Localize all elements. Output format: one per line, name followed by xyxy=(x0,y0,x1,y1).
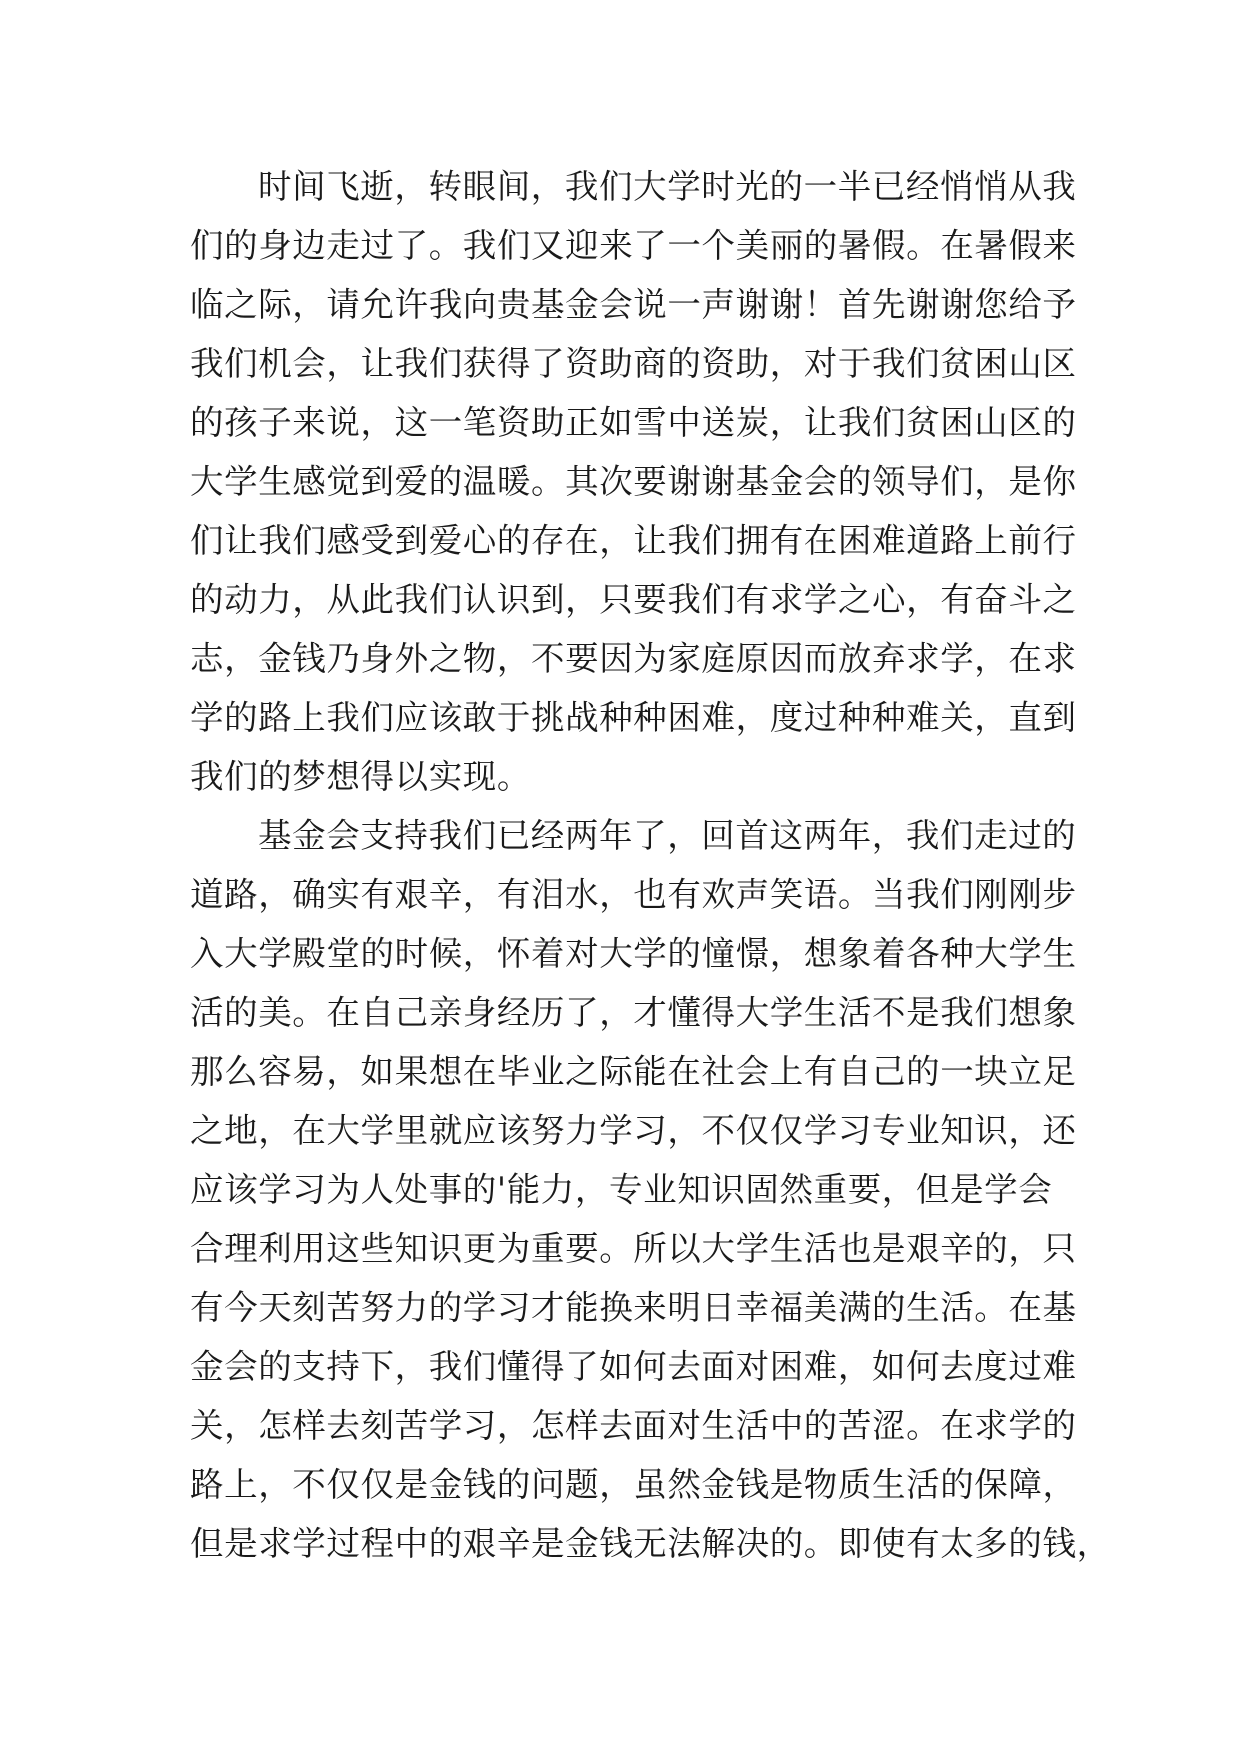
paragraph-2-line-12: 路上，不仅仅是金钱的问题，虽然金钱是物质生活的保障， xyxy=(190,1465,1077,1504)
paragraph-2-line-13: 但是求学过程中的艰辛是金钱无法解决的。即使有太多的钱， xyxy=(190,1524,1111,1563)
paragraph-2-line-1: 基金会支持我们已经两年了，回首这两年，我们走过的 xyxy=(258,816,1077,855)
paragraph-2-line-10: 金会的支持下，我们懂得了如何去面对困难，如何去度过难 xyxy=(190,1347,1077,1386)
paragraph-2-line-8: 合理利用这些知识更为重要。所以大学生活也是艰辛的，只 xyxy=(190,1229,1077,1268)
paragraph-2-line-4: 活的美。在自己亲身经历了，才懂得大学生活不是我们想象 xyxy=(190,993,1077,1032)
paragraph-2-line-9: 有今天刻苦努力的学习才能换来明日幸福美满的生活。在基 xyxy=(190,1288,1077,1327)
paragraph-2-line-5: 那么容易，如果想在毕业之际能在社会上有自己的一块立足 xyxy=(190,1052,1077,1091)
paragraph-1-line-1: 时间飞逝，转眼间，我们大学时光的一半已经悄悄从我 xyxy=(258,167,1077,206)
paragraph-1-line-5: 的孩子来说，这一笔资助正如雪中送炭，让我们贫困山区的 xyxy=(190,403,1077,442)
paragraph-2-line-11: 关，怎样去刻苦学习，怎样去面对生活中的苦涩。在求学的 xyxy=(190,1406,1077,1445)
paragraph-2-line-2: 道路，确实有艰辛，有泪水，也有欢声笑语。当我们刚刚步 xyxy=(190,875,1077,914)
paragraph-1-line-7: 们让我们感受到爱心的存在，让我们拥有在困难道路上前行 xyxy=(190,521,1077,560)
paragraph-1-line-10: 学的路上我们应该敢于挑战种种困难，度过种种难关，直到 xyxy=(190,698,1077,737)
paragraph-1-line-3: 临之际，请允许我向贵基金会说一声谢谢！首先谢谢您给予 xyxy=(190,285,1077,324)
paragraph-1-line-8: 的动力，从此我们认识到，只要我们有求学之心，有奋斗之 xyxy=(190,580,1077,619)
paragraph-1-line-9: 志，金钱乃身外之物，不要因为家庭原因而放弃求学，在求 xyxy=(190,639,1077,678)
paragraph-2-line-6: 之地，在大学里就应该努力学习，不仅仅学习专业知识，还 xyxy=(190,1111,1077,1150)
paragraph-1-line-4: 我们机会，让我们获得了资助商的资助，对于我们贫困山区 xyxy=(190,344,1077,383)
paragraph-2-line-7: 应该学习为人处事的'能力，专业知识固然重要，但是学会 xyxy=(190,1170,1053,1209)
paragraph-1-line-11: 我们的梦想得以实现。 xyxy=(190,757,531,796)
paragraph-1-line-2: 们的身边走过了。我们又迎来了一个美丽的暑假。在暑假来 xyxy=(190,226,1077,265)
body-text xyxy=(190,157,1111,1573)
paragraph-2-line-3: 入大学殿堂的时候，怀着对大学的憧憬，想象着各种大学生 xyxy=(190,934,1077,973)
paragraph-1-line-6: 大学生感觉到爱的温暖。其次要谢谢基金会的领导们，是你 xyxy=(190,462,1077,501)
